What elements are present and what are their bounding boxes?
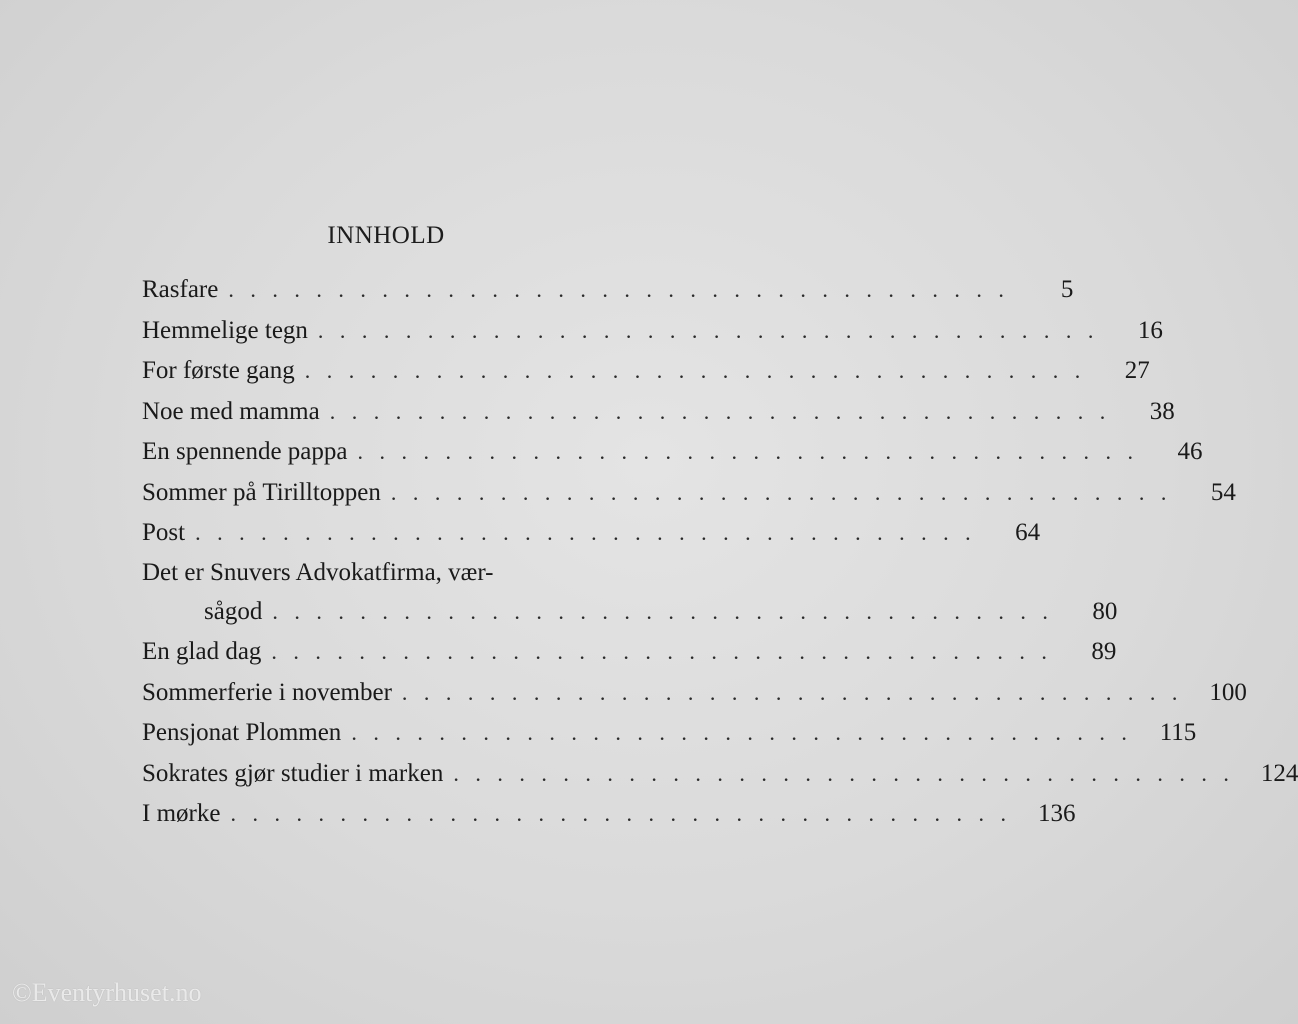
toc-entry bbox=[142, 632, 1117, 673]
toc-heading: INNHOLD bbox=[327, 222, 445, 249]
toc-entry-page: 5 bbox=[1060, 276, 1074, 303]
toc-entry-title: I mørke bbox=[142, 800, 221, 827]
toc-entry-title: Hemmelige tegn bbox=[142, 316, 308, 344]
dot-leader: . . . . . . . . . . . . . . . . . . . . . . . . . . . . . . . . . . . . bbox=[195, 520, 977, 545]
dot-leader: . . . . . . . . . . . . . . . . . . . . . . . . . . . . . . . . . . . . bbox=[304, 358, 1086, 383]
toc-entry bbox=[142, 392, 1175, 433]
toc-entry-title: En glad dag bbox=[142, 638, 262, 665]
toc-entry-page: 16 bbox=[1137, 316, 1163, 344]
toc-entry-title-continued: sågod bbox=[204, 597, 263, 625]
dot-leader: . . . . . . . . . . . . . . . . . . . . . . . . . . . . . . . . . . . . bbox=[351, 720, 1133, 745]
toc-entry-page: 64 bbox=[1015, 519, 1041, 546]
dot-leader: . . . . . . . . . . . . . . . . . . . . . . . . . . . . . . . . . . . . bbox=[390, 479, 1172, 505]
toc-entry bbox=[142, 432, 1203, 473]
dot-leader: . . . . . . . . . . . . . . . . . . . . . . . . . . . . . . . . . . . . bbox=[228, 277, 1010, 302]
toc-entry-page: 38 bbox=[1149, 397, 1175, 425]
toc-entry bbox=[142, 311, 1163, 352]
table-of-contents bbox=[142, 270, 1298, 835]
watermark-text: ©Eventyrhuset.no bbox=[12, 978, 202, 1007]
toc-entry-page: 46 bbox=[1177, 438, 1203, 465]
toc-entry bbox=[142, 270, 1074, 311]
dot-leader: . . . . . . . . . . . . . . . . . . . . . . . . . . . . . . . . . . . . bbox=[317, 317, 1099, 343]
toc-entry-title: Det er Snuvers Advokatfirma, vær- bbox=[142, 558, 494, 586]
toc-entry bbox=[142, 513, 1041, 554]
dot-leader: . . . . . . . . . . . . . . . . . . . . . . . . . . . . . . . . . . . . bbox=[453, 760, 1235, 786]
toc-entry-line2 bbox=[142, 592, 1118, 633]
dot-leader: . . . . . . . . . . . . . . . . . . . . . . . . . . . . . . . . . . . . bbox=[271, 639, 1053, 664]
toc-entry bbox=[142, 794, 1076, 835]
toc-entry bbox=[142, 713, 1197, 754]
toc-entry bbox=[142, 473, 1236, 514]
toc-entry-line1 bbox=[142, 554, 638, 592]
toc-entry-page: 115 bbox=[1159, 719, 1197, 746]
toc-entry-title: Sommerferie i november bbox=[142, 678, 392, 706]
toc-entry-page: 80 bbox=[1092, 597, 1118, 625]
dot-leader: . . . . . . . . . . . . . . . . . . . . . . . . . . . . . . . . . . . . bbox=[230, 801, 1012, 826]
toc-entry-title: Rasfare bbox=[142, 276, 219, 303]
toc-entry-page: 100 bbox=[1209, 678, 1247, 706]
dot-leader: . . . . . . . . . . . . . . . . . . . . . . . . . . . . . . . . . . . . bbox=[272, 598, 1054, 624]
toc-entry bbox=[142, 673, 1247, 714]
dot-leader: . . . . . . . . . . . . . . . . . . . . . . . . . . . . . . . . . . . . bbox=[329, 398, 1111, 424]
toc-entry-page: 27 bbox=[1124, 357, 1150, 384]
toc-entry-title: Post bbox=[142, 519, 186, 546]
toc-entry-title: En spennende pappa bbox=[142, 438, 348, 465]
toc-entry-title: Pensjonat Plommen bbox=[142, 719, 342, 746]
toc-entry-page: 136 bbox=[1037, 800, 1076, 827]
toc-entry-page: 89 bbox=[1091, 638, 1117, 665]
toc-entry-title: Sokrates gjør studier i marken bbox=[142, 759, 444, 787]
dot-leader: . . . . . . . . . . . . . . . . . . . . . . . . . . . . . . . . . . . . bbox=[357, 439, 1139, 464]
toc-entry-title: For første gang bbox=[142, 357, 295, 384]
toc-entry bbox=[142, 351, 1150, 392]
toc-entry-title: Noe med mamma bbox=[142, 397, 320, 425]
dot-leader: . . . . . . . . . . . . . . . . . . . . . . . . . . . . . . . . . . . . bbox=[401, 679, 1183, 705]
toc-entry bbox=[142, 754, 1298, 795]
toc-entry-page: 124 bbox=[1260, 759, 1298, 787]
toc-entry-title: Sommer på Tirilltoppen bbox=[142, 478, 381, 506]
toc-entry-page: 54 bbox=[1210, 478, 1236, 506]
